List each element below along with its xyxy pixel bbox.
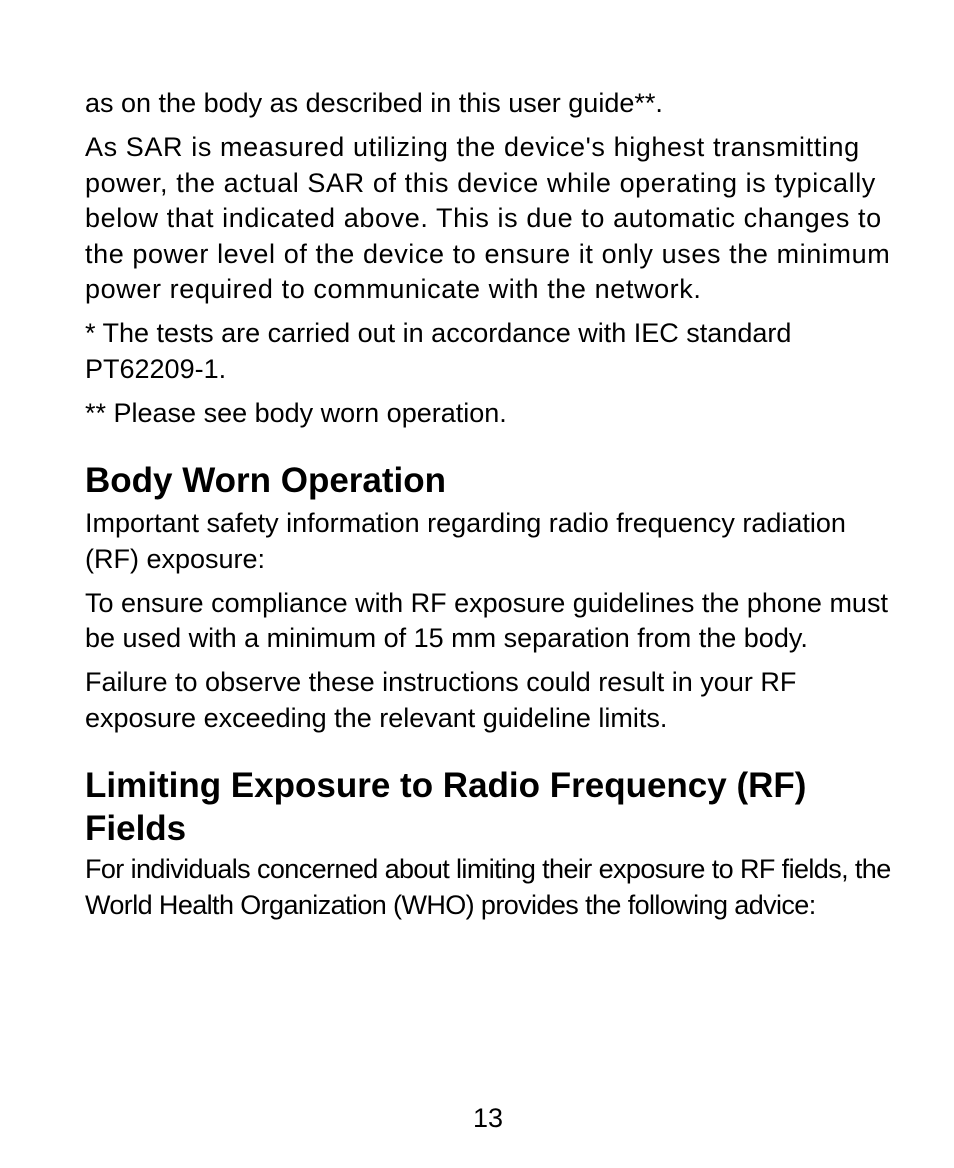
paragraph-safety-info: Important safety information regarding radio frequency radiation (RF) exposure: bbox=[85, 508, 846, 574]
heading-body-worn-operation: Body Worn Operation bbox=[85, 461, 447, 500]
paragraph-continuation: as on the body as described in this user guide**. bbox=[85, 88, 663, 118]
paragraph-who-advice: For individuals concerned about limiting their exposure to RF fields, the World Health Organization (WHO) provides the following advice: bbox=[85, 854, 891, 920]
paragraph-sar-measurement: As SAR is measured utilizing the device's highest transmitting power, the actual SAR of this device while operating is typically below that indicated above. This is due to automatic changes to the power level of the device to ensure it only uses the minimum power required to communicate with the network. bbox=[85, 132, 891, 304]
paragraph-compliance: To ensure compliance with RF exposure guidelines the phone must be used with a minimum of 15 mm separation from the body. bbox=[85, 587, 888, 653]
paragraph-failure-warning: Failure to observe these instructions could result in your RF exposure exceeding the relevant guideline limits. bbox=[85, 667, 797, 733]
page-number: 13 bbox=[472, 1103, 504, 1133]
footnote-body-worn: ** Please see body worn operation. bbox=[85, 397, 507, 428]
heading-limiting-exposure: Limiting Exposure to Radio Frequency (RF) Fields bbox=[85, 766, 807, 848]
document-page bbox=[85, 86, 900, 923]
footnote-iec-standard: * The tests are carried out in accordance with IEC standard PT62209-1. bbox=[85, 318, 792, 384]
